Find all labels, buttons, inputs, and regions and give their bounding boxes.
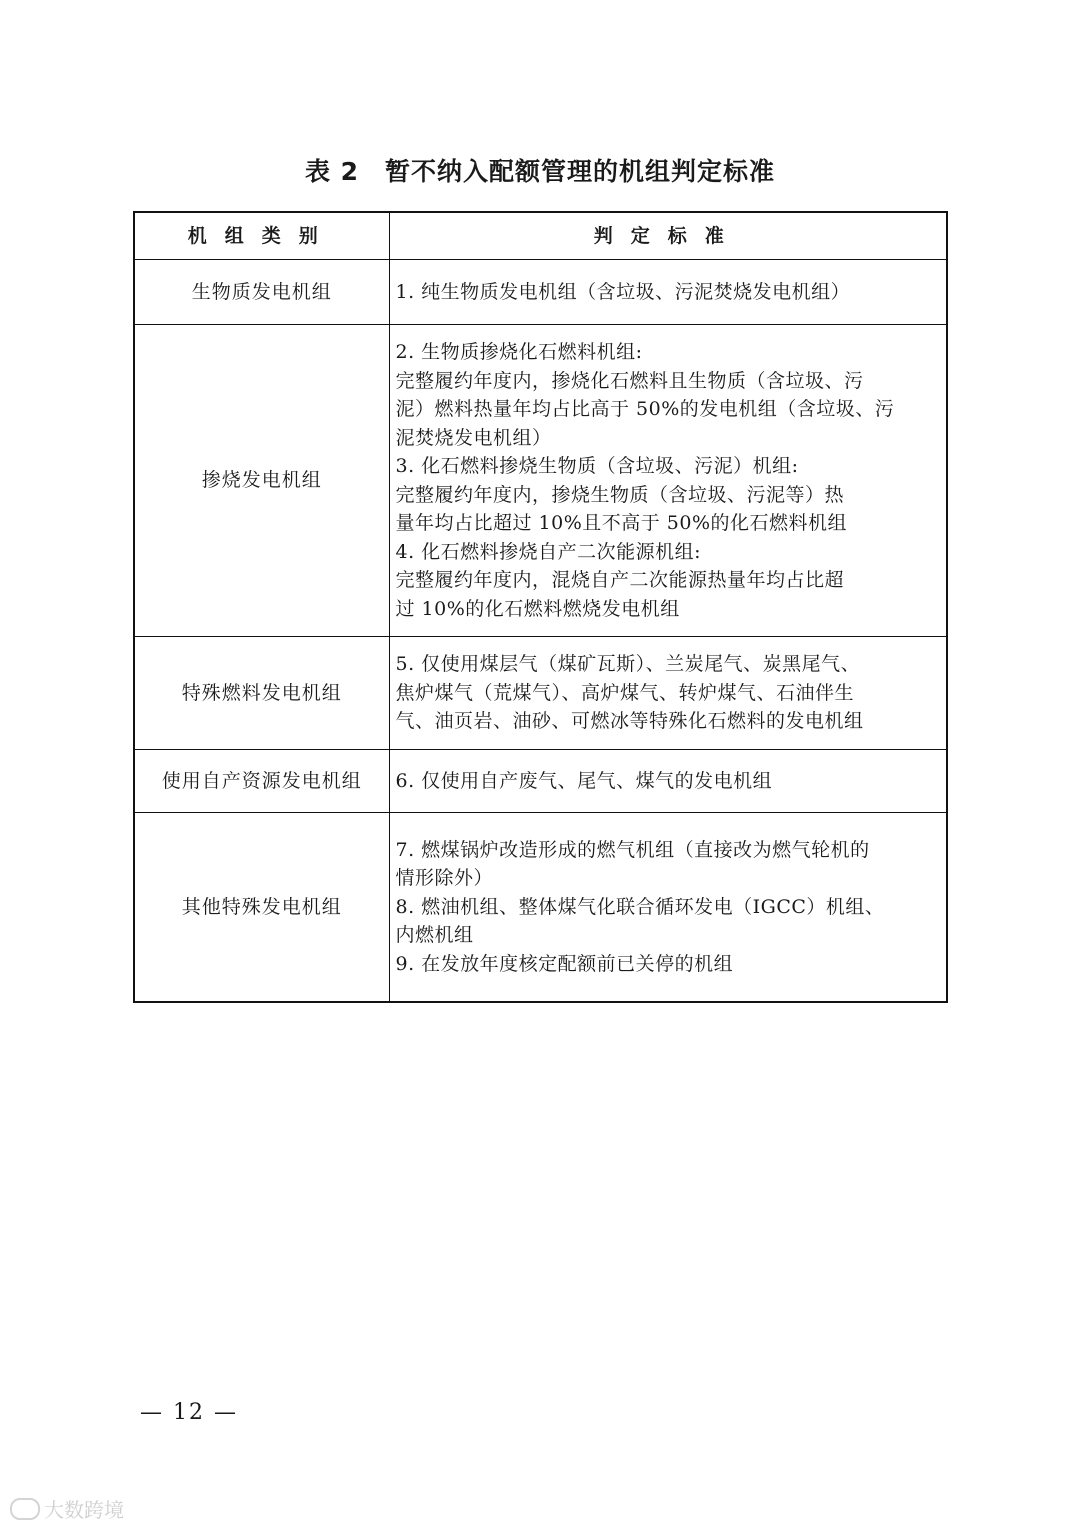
criteria-line: 1. 纯生物质发电机组（含垃圾、污泥焚烧发电机组）	[395, 280, 851, 303]
column-header-criteria: 判定标准	[389, 212, 947, 260]
watermark-text: 大数跨境	[44, 1498, 124, 1522]
criteria-line: 4. 化石燃料掺烧自产二次能源机组:	[395, 540, 702, 563]
criteria-line: 过 10%的化石燃料燃烧发电机组	[395, 597, 680, 620]
criteria-line: 情形除外）	[395, 867, 494, 889]
table-row	[134, 325, 947, 637]
criteria-line: 焦炉煤气（荒煤气）、高炉煤气、转炉煤气、石油伴生	[395, 681, 855, 704]
criteria-line: 8. 燃油机组、整体煤气化联合循环发电（IGCC）机组、	[395, 895, 885, 918]
column-header-category: 机组类别	[134, 212, 389, 260]
criteria-cell	[389, 325, 947, 637]
criteria-line: 3. 化石燃料掺烧生物质（含垃圾、污泥）机组:	[395, 455, 799, 477]
category-cell: 使用自产资源发电机组	[134, 750, 389, 813]
criteria-cell	[389, 260, 947, 325]
table-row	[134, 260, 947, 325]
criteria-line: 气、油页岩、油砂、可燃冰等特殊化石燃料的发电机组	[395, 710, 864, 733]
criteria-line: 5. 仅使用煤层气（煤矿瓦斯）、兰炭尾气、炭黑尾气、	[395, 653, 861, 676]
criteria-line: 泥焚烧发电机组）	[395, 426, 552, 449]
criteria-cell	[389, 750, 947, 813]
table-row	[134, 813, 947, 1002]
criteria-cell	[389, 813, 947, 1002]
criteria-line: 9. 在发放年度核定配额前已关停的机组	[395, 952, 734, 975]
table-row	[134, 750, 947, 813]
table-header-row	[134, 212, 947, 260]
category-cell: 生物质发电机组	[134, 260, 389, 325]
table-row	[134, 637, 947, 750]
criteria-line: 泥）燃料热量年均占比高于 50%的发电机组（含垃圾、污	[395, 398, 895, 420]
watermark	[10, 1494, 124, 1523]
criteria-line: 内燃机组	[395, 924, 474, 946]
criteria-line: 完整履约年度内，掺烧生物质（含垃圾、污泥等）热	[395, 483, 845, 506]
page-number: — 12 —	[140, 1400, 238, 1425]
criteria-line: 6. 仅使用自产废气、尾气、煤气的发电机组	[395, 769, 773, 792]
category-cell: 其他特殊发电机组	[134, 813, 389, 1002]
criteria-line: 量年均占比超过 10%且不高于 50%的化石燃料机组	[395, 512, 848, 534]
criteria-line: 完整履约年度内，掺烧化石燃料且生物质（含垃圾、污	[395, 369, 864, 392]
criteria-cell	[389, 637, 947, 750]
brand-logo-icon	[10, 1498, 40, 1520]
criteria-line: 完整履约年度内，混烧自产二次能源热量年均占比超	[395, 569, 845, 591]
category-cell: 特殊燃料发电机组	[134, 637, 389, 750]
criteria-line: 7. 燃煤锅炉改造形成的燃气机组（直接改为燃气轮机的	[395, 838, 870, 861]
criteria-line: 2. 生物质掺烧化石燃料机组:	[395, 341, 643, 363]
criteria-table	[133, 211, 948, 1003]
category-cell: 掺烧发电机组	[134, 325, 389, 637]
table-title: 表 2 暂不纳入配额管理的机组判定标准	[304, 157, 776, 186]
